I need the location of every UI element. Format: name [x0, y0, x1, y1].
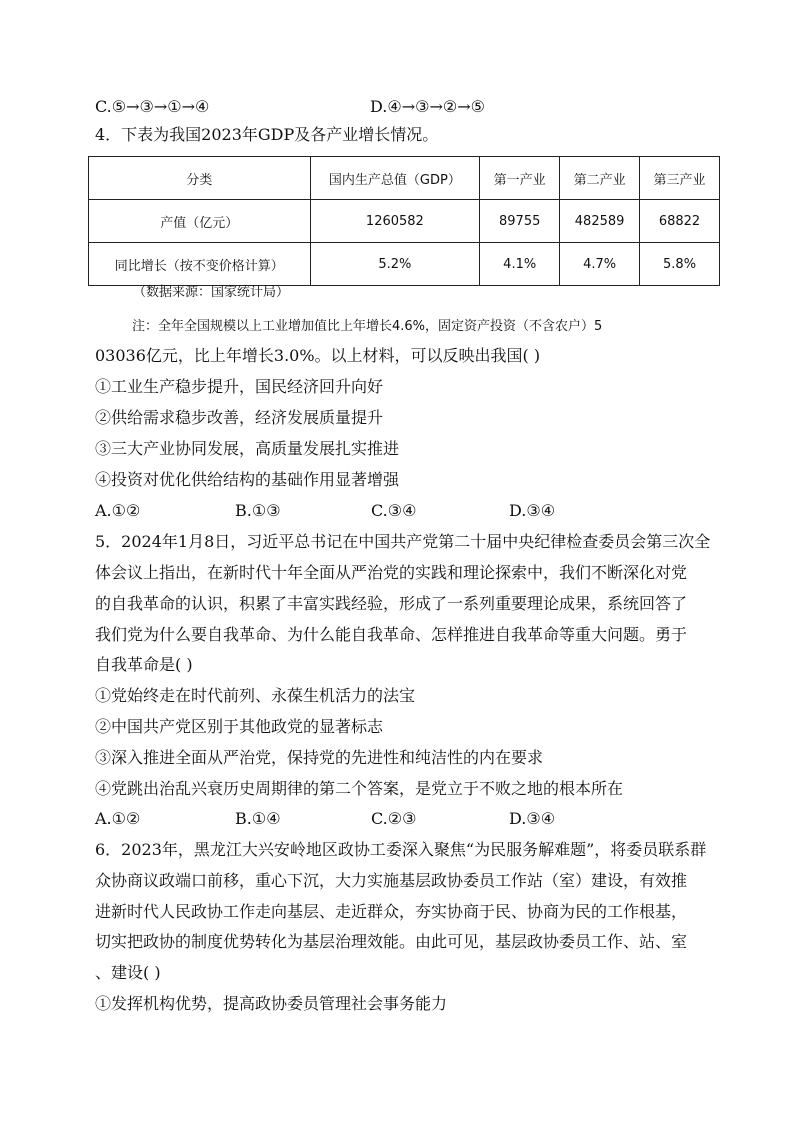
q6-stem-line-1: 6．2023年，黑龙江大兴安岭地区政协工委深入聚焦“为民服务解难题”，将委员联系群	[95, 840, 707, 859]
q5-option-d: D.③④	[509, 809, 556, 828]
q4-option-d: D.③④	[509, 501, 556, 520]
table-header-cell: 第三产业	[640, 157, 720, 200]
q4-item-2: ②供给需求稳步改善，经济发展质量提升	[95, 408, 384, 427]
q5-stem-line-1: 5．2024年1月8日，习近平总书记在中国共产党第二十届中央纪律检查委员会第三次全	[95, 532, 711, 551]
q5-stem-line-3: 的自我革命的认识，积累了丰富实践经验，形成了一系列重要理论成果，系统回答了	[95, 594, 688, 613]
q4-option-b: B.①③	[235, 501, 281, 520]
q5-item-1: ①党始终走在时代前列、永葆生机活力的法宝	[95, 686, 416, 705]
q4-option-a: A.①②	[95, 501, 141, 520]
q4-item-4: ④投资对优化供给结构的基础作用显著增强	[95, 470, 400, 489]
q6-stem-line-2: 众协商议政端口前移，重心下沉，大力实施基层政协委员工作站（室）建设，有效推	[95, 871, 688, 890]
table-header-cell: 分类	[89, 157, 311, 200]
table-header-cell: 国内生产总值（GDP）	[310, 157, 480, 200]
q6-stem-line-4: 切实把政协的制度优势转化为基层治理效能。由此可见，基层政协委员工作、站、室	[95, 932, 688, 951]
table-cell: 产值（亿元）	[89, 200, 311, 243]
q4-option-c: C.③④	[371, 501, 417, 520]
table-cell: 5.8%	[640, 243, 720, 286]
q5-item-3: ③深入推进全面从严治党，保持党的先进性和纯洁性的内在要求	[95, 748, 544, 767]
q3-option-c: C.⑤→③→①→④	[95, 97, 210, 116]
table-cell: 同比增长（按不变价格计算）	[89, 243, 311, 286]
table-row	[89, 243, 720, 286]
data-source-note: （数据来源：国家统计局）	[133, 285, 290, 300]
gdp-table	[88, 156, 720, 286]
q5-item-4: ④党跳出治乱兴衰历史周期律的第二个答案，是党立于不败之地的根本所在	[95, 779, 624, 798]
table-cell: 89755	[480, 200, 560, 243]
table-header-cell: 第二产业	[560, 157, 640, 200]
table-cell: 1260582	[310, 200, 480, 243]
table-cell: 4.1%	[480, 243, 560, 286]
q5-stem-line-5: 自我革命是( )	[95, 655, 193, 674]
q6-stem-line-3: 进新时代人民政协工作走向基层、走近群众，夯实协商于民、协商为民的工作根基，	[95, 902, 688, 921]
table-row	[89, 200, 720, 243]
q4-note-line-1: 注：全年全国规模以上工业增加值比上年增长4.6%，固定资产投资（不含农户）5	[132, 319, 603, 334]
q6-stem-line-5: 、建设( )	[95, 963, 161, 982]
table-header-cell: 第一产业	[480, 157, 560, 200]
table-cell: 68822	[640, 200, 720, 243]
q5-option-b: B.①④	[235, 809, 281, 828]
q5-stem-line-2: 体会议上指出，在新时代十年全面从严治党的实践和理论探索中，我们不断深化对党	[95, 563, 688, 582]
table-header-row	[89, 157, 720, 200]
q4-item-3: ③三大产业协同发展，高质量发展扎实推进	[95, 439, 400, 458]
q5-item-2: ②中国共产党区别于其他政党的显著标志	[95, 717, 384, 736]
q6-item-1: ①发挥机构优势，提高政协委员管理社会事务能力	[95, 994, 448, 1013]
q4-item-1: ①工业生产稳步提升，国民经济回升向好	[95, 377, 384, 396]
q4-stem: 4．下表为我国2023年GDP及各产业增长情况。	[95, 125, 439, 144]
q5-option-a: A.①②	[95, 809, 141, 828]
q3-option-d: D.④→③→②→⑤	[370, 97, 485, 116]
table-cell: 5.2%	[310, 243, 480, 286]
table-cell: 482589	[560, 200, 640, 243]
q5-stem-line-4: 我们党为什么要自我革命、为什么能自我革命、怎样推进自我革命等重大问题。勇于	[95, 625, 688, 644]
q5-option-c: C.②③	[371, 809, 417, 828]
table-cell: 4.7%	[560, 243, 640, 286]
q4-note-line-2: 03036亿元，比上年增长3.0%。以上材料，可以反映出我国( )	[95, 346, 541, 365]
